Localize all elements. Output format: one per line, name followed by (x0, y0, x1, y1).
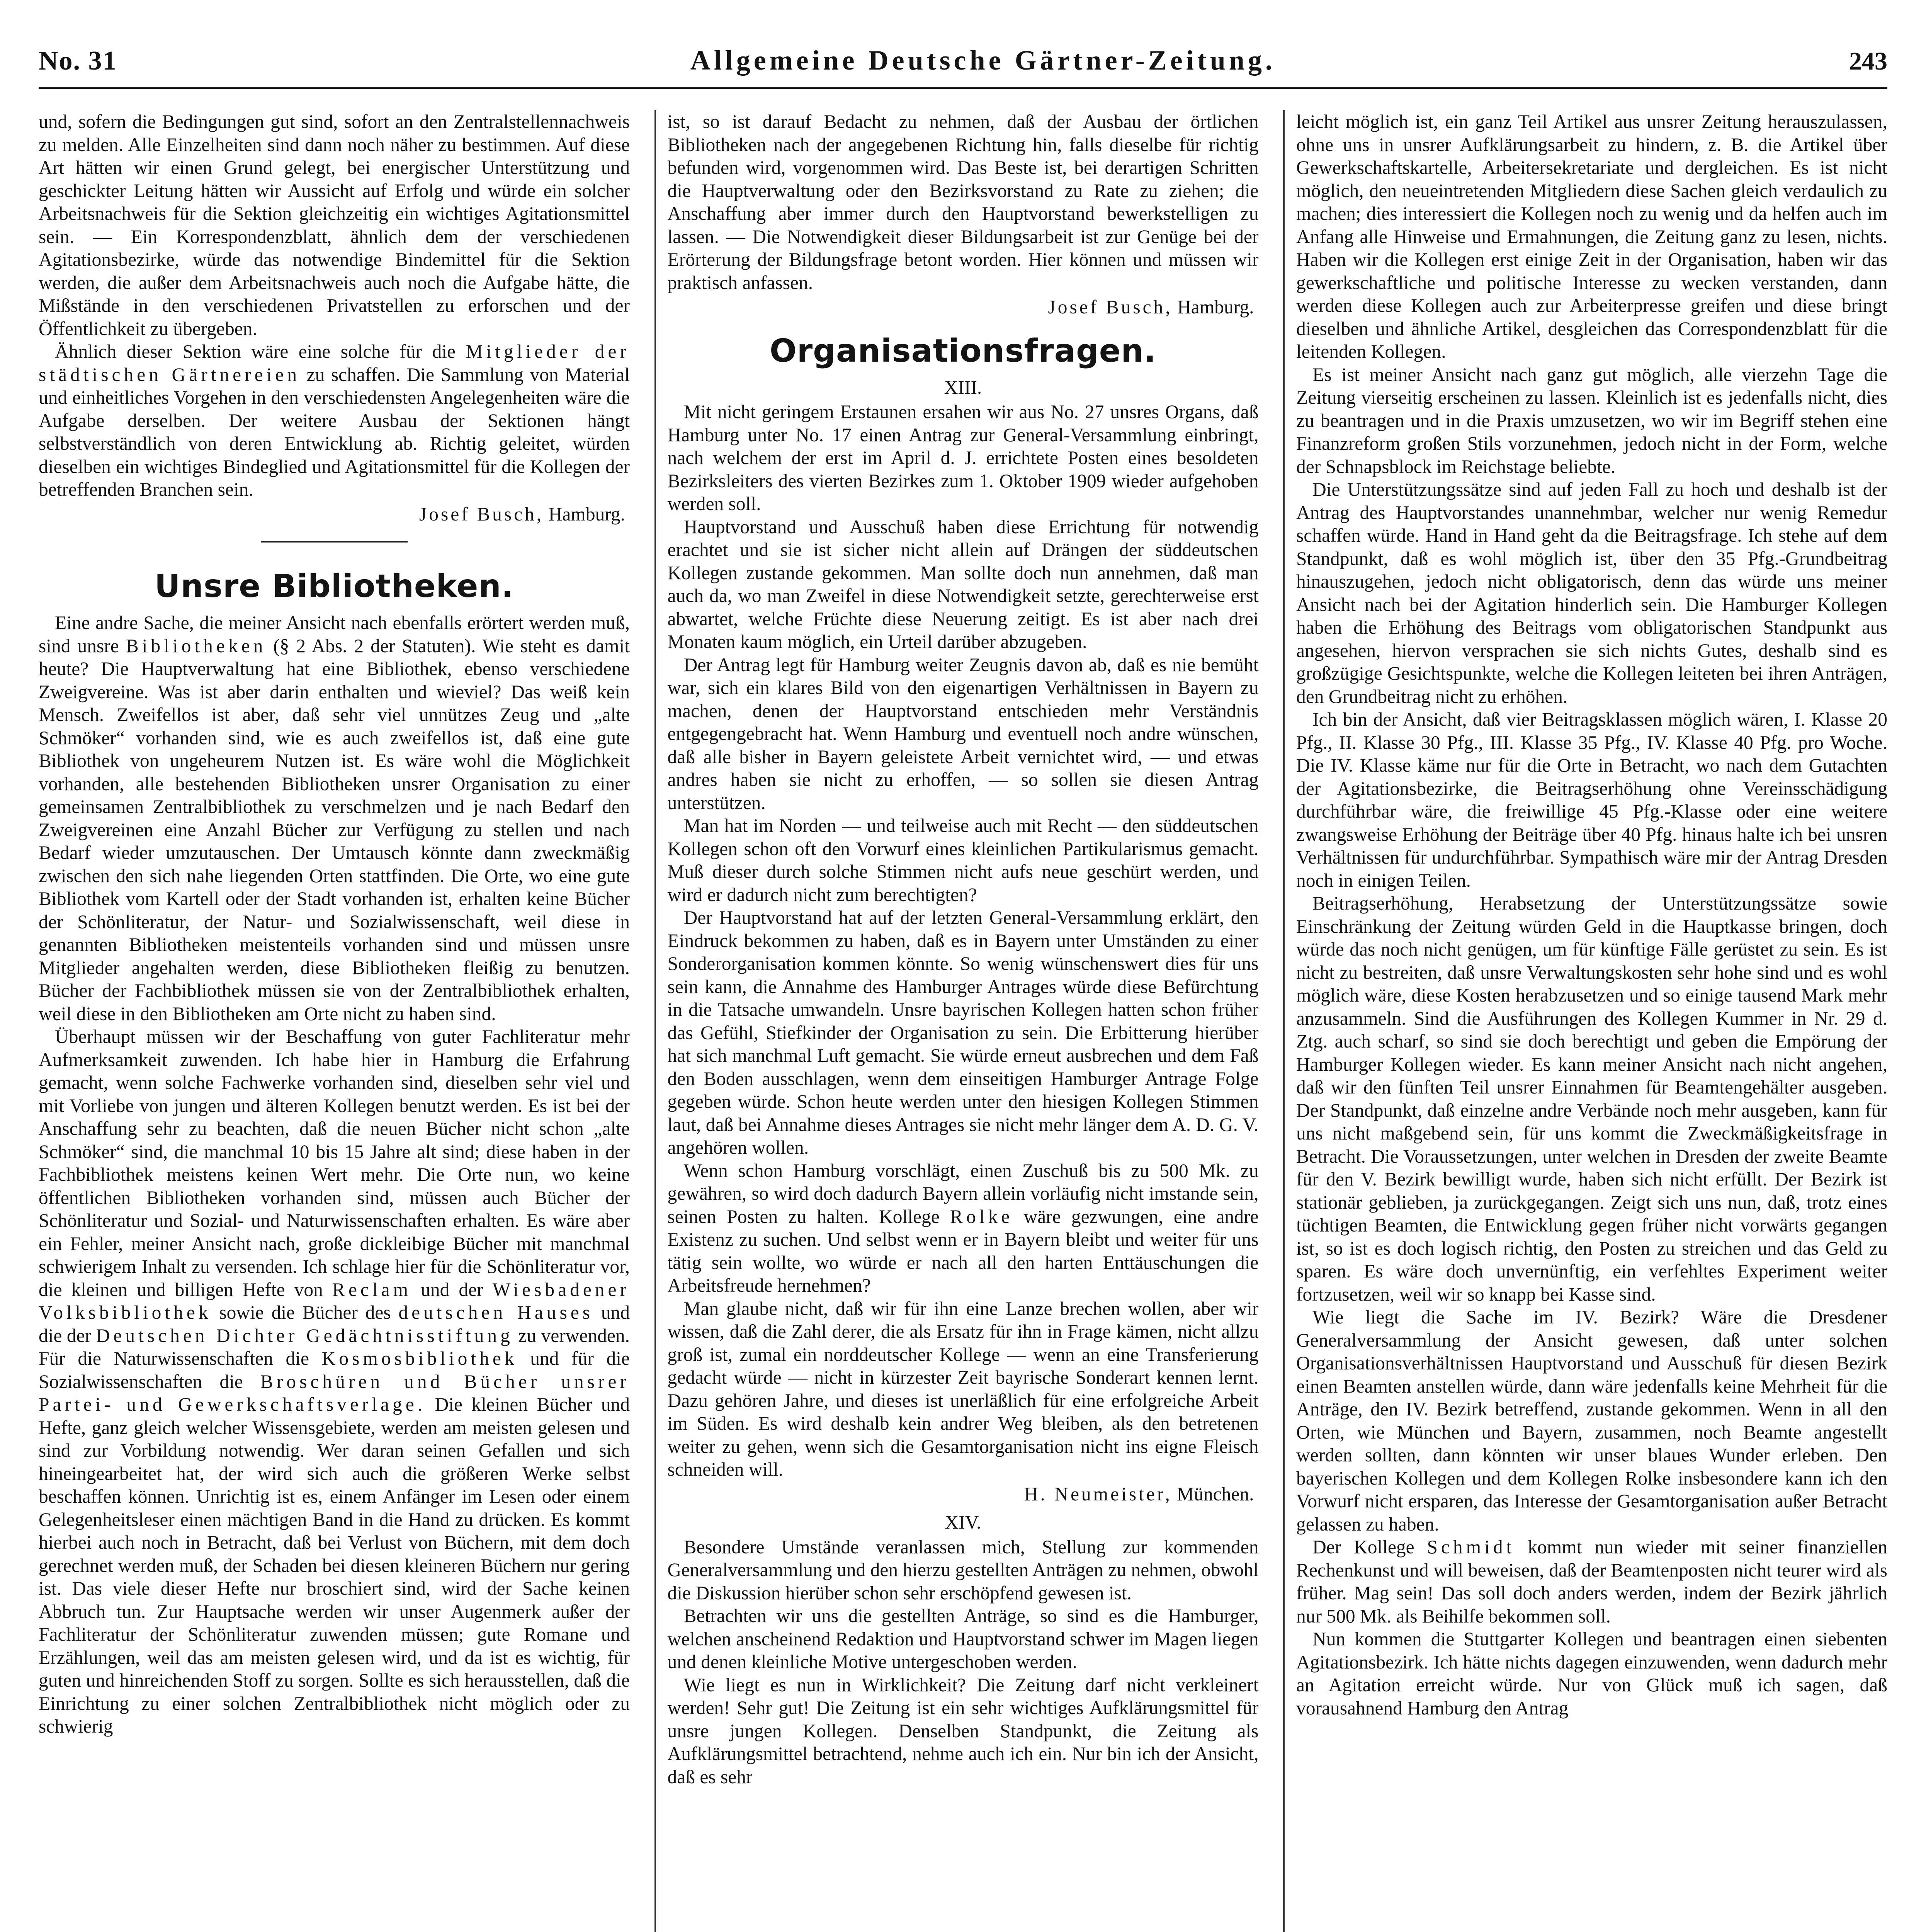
newspaper-title: Allgemeine Deutsche Gärtner-Zeitung. (690, 45, 1276, 76)
paragraph: Mit nicht geringem Erstaunen ersahen wir aus No. 27 unsres Organs, daß Hamburg unter No. 17 einen Antrag zur General-Versammlung einbringt, nach welchem der erst im April d. J. errichtete Posten eines besoldeten Bezirksleiters des vierten Bezirkes zum 1. Oktober 1909 wieder aufgehoben werden soll. (667, 401, 1259, 514)
spaced-emphasis: Bibliotheken (126, 635, 267, 656)
spaced-emphasis: Schmidt (1427, 1536, 1515, 1558)
paragraph: leicht möglich ist, ein ganz Teil Artikel aus unsrer Zeitung herauszulassen, ohne uns in unsrer Aufklärungsarbeit zu hindern, z. B. die Artikel über Gewerkschaftskartelle, Arbeitersekretariate und dergleichen. Es ist nicht möglich, den neueintretenden Mitgliedern diese Sachen gleich verdaulich zu machen; dies interessiert die Kollegen noch zu wenig und da helfen auch im Anfang alle Hinweise und Ermahnungen, die Zeitung ganz zu lesen, nichts. Haben wir die Kollegen erst einige Zeit in der Organisation, haben wir das gewerkschaftliche und politische Interesse zu wecken verstanden, dann werden diese Kollegen auch zur Arbeiterpresse greifen und diese bringt dieselben und ähnliche Artikel, desgleichen das Correspondenzblatt für die leitenden Kollegen. (1296, 111, 1887, 362)
text-columns (39, 110, 1887, 1932)
spaced-emphasis: Broschüren und Bücher unsrer Partei- und Gewerkschaftsverlage. (39, 1371, 630, 1415)
paragraph: Überhaupt müssen wir der Beschaffung von guter Fachliteratur mehr Aufmerksamkeit zuwenden. Ich habe hier in Hamburg die Erfahrung gemacht, wenn solche Fachwerke vorhanden sind, dieselben sehr viel und mit Vorliebe von jungen und älteren Kollegen benutzt werden. Es ist bei der Anschaffung sehr zu beachten, daß die neuen Bücher nicht schon „alte Schmöker“ sind, die manchmal 10 bis 15 Jahre alt sind; diese haben in der Fachbibliothek meistens keinen Wert mehr. Die Orte nun, wo keine öffentlichen Bibliotheken vorhanden sind, müssen auch Bücher der Schönliteratur und Sozial- und Naturwissenschaften erhalten. Es wäre aber ein Fehler, meiner Ansicht nach, große dickleibige Bücher mit manchmal schwierigem Inhalt zu versenden. Ich schlage hier für die Schönliteratur vor, die kleinen und billigen Hefte von Reclam und der Wiesbadener Volksbibliothek sowie die Bücher des deutschen Hauses und die der Deutschen Dichter Gedächtnisstiftung zu verwenden. Für die Naturwissenschaften die Kosmosbibliothek und für die Sozialwissenschaften die Broschüren und Bücher unsrer Partei- und Gewerkschaftsverlage. Die kleinen Bücher und Hefte, ganz gleich welcher Wissensgebiete, werden am meisten gelesen und sind zur Vorbildung notwendig. Wer daran seinen Gefallen und sich hineingearbeitet hat, der wird sich auch die größeren Werke selbst beschaffen können. Unrichtig ist es, einem Anfänger im Lesen oder einem Gelegenheitsleser einen mächtigen Band in die Hand zu drücken. Es kommt hierbei auch noch in Betracht, daß bei Verlust von Büchern, mit dem doch gerechnet werden muß, der Schaden bei diesen kleineren Büchern nur gering ist. Das viele dieser Hefte nur broschiert sind, wird der Sache keinen Abbruch tun. Zur Hauptsache werden wir unser Augenmerk außer der Fachliteratur der Schönliteratur zuwenden müssen; gute Romane und Erzählungen, weil das am meisten gelesen wird, und da ist es wichtig, für guten und hinreichenden Stoff zu sorgen. Sollte es sich herausstellen, daß die Einrichtung zu einer solchen Zentralbibliothek nicht möglich oder zu schwierig (39, 1026, 630, 1737)
issue-number: No. 31 (39, 46, 117, 76)
paragraph: Man hat im Norden — und teilweise auch mit Recht — den süddeutschen Kollegen schon oft den Vorwurf eines kleinlichen Partikularismus gemacht. Muß dieser durch solche Stimmen nicht aufs neue geschürt werden, und wird er dadurch nicht zum berechtigten? (667, 815, 1259, 905)
paragraph: Der Antrag legt für Hamburg weiter Zeugnis davon ab, daß es nie bemüht war, sich ein klares Bild von den eigenartigen Verhältnissen in Bayern zu machen, denen der Hauptvorstand entschieden mehr Verständnis entgegengebracht hat. Wenn Hamburg und eventuell noch andre wünschen, daß alle bisher in Bayern geleistete Arbeit vernichtet wird, — und etwas andres haben sie nicht zu erhoffen, — so sollen sie diesen Antrag unterstützen. (667, 654, 1259, 813)
column-1 (39, 110, 630, 1932)
paragraph: Betrachten wir uns die gestellten Anträge, so sind es die Hamburger, welchen anscheinend Redaktion und Hauptvorstand schwer im Magen liegen und denen kleinliche Motive untergeschoben werden. (667, 1605, 1259, 1672)
section-heading: Unsre Bibliotheken. (155, 568, 514, 605)
paragraph: Der Hauptvorstand hat auf der letzten General-Versammlung erklärt, den Eindruck bekommen zu haben, daß es in Bayern unter Umständen zu einer Sonderorganisation kommen könnte. So wenig wünschenswert dies für uns sein kann, die Annahme des Hamburger Antrages würde diese Befürchtung in die Tatsache umwandeln. Unsre bayrischen Kollegen hatten schon früher das Gefühl, Stiefkinder der Organisation zu sein. Die Erbitterung hierüber hat sich manchmal Luft gemacht. Sie würde erneut ausbrechen und dem Faß den Boden ausschlagen, wenn dem einseitigen Hamburger Antrage Folge gegeben würde. Schon heute werden unter den hiesigen Kollegen Stimmen laut, daß bei Annahme dieses Antrages sie nicht mehr länger dem A. D. G. V. angehören wollen. (667, 907, 1259, 1158)
signature: Josef Busch, Hamburg. (419, 503, 625, 525)
spaced-emphasis: Deutschen Dichter Gedächtnisstiftung (96, 1325, 513, 1346)
paragraph: Nun kommen die Stuttgarter Kollegen und beantragen einen siebenten Agitationsbezirk. Ich hätte nichts dagegen einzuwenden, wenn dadurch mehr an Agitation erreicht würde. Nur von Glück muß ich sagen, daß vorausahnend Hamburg den Antrag (1296, 1628, 1887, 1719)
paragraph: Wenn schon Hamburg vorschlägt, einen Zuschuß bis zu 500 Mk. zu gewähren, so wird doch dadurch Bayern allein vorläufig nicht imstande sein, seinen Posten zu halten. Kollege Rolke wäre gezwungen, eine andre Existenz zu suchen. Und selbst wenn er in Bayern bleibt und weiter für uns tätig sein wollte, wo würde er nach all den harten Enttäuschungen die Arbeitsfreude hernehmen? (667, 1160, 1259, 1296)
paragraph: Die Unterstützungssätze sind auf jeden Fall zu hoch und deshalb ist der Antrag des Hauptvorstandes unannehmbar, welcher nur wenig Remedur schaffen würde. Hand in Hand geht da die Beitragsfrage. Ich stehe auf dem Standpunkt, daß es wohl möglich ist, über den 35 Pfg.-Grundbeitrag hinauszugehen, jedoch nicht obligatorisch, denn das würde uns meiner Ansicht nach bei der Agitation hinderlich sein. Die Hamburger Kollegen haben die Erhöhung des Beitrags vom obligatorischen Standpunkt aus angesehen, hiervon versprachen sie sich nichts Gutes, deshalb sind es großzügige Gesichtspunkte, welche die Kollegen leiteten bei ihren Anträgen, den Grundbeitrag nicht zu erhöhen. (1296, 479, 1887, 707)
paragraph: Es ist meiner Ansicht nach ganz gut möglich, alle vierzehn Tage die Zeitung vierseitig erscheinen zu lassen. Kleinlich ist es jedenfalls nicht, dies zu beantragen und in die Praxis umzusetzen, wo wir im Begriff stehen eine Finanzreform großen Stils vorzunehmen, jedoch nicht in der Form, welche der Schnapsblock im Reichstage beliebte. (1296, 364, 1887, 477)
signature: Josef Busch, Hamburg. (1048, 296, 1254, 318)
signature: H. Neumeister, München. (1024, 1483, 1254, 1505)
paragraph: und, sofern die Bedingungen gut sind, sofort an den Zentralstellennachweis zu melden. Alle Einzelheiten sind dann noch näher zu bestimmen. Auf diese Art hätten wir einen Grund gelegt, bei energischer Unterstützung und geschickter Leitung hätten wir Aussicht auf Erfolg und würde ein solcher Arbeitsnachweis für die Sektion gleichzeitig ein wichtiges Agitationsmittel sein. — Ein Korrespondenzblatt, ähnlich dem der verschiedenen Agitationsbezirke, würde das notwendige Bindemittel für die Sektion werden, die außer dem Arbeitsnachweis auch noch die Aufgabe hätte, die Mißstände in den verschiedenen Privatstellen zu erforschen und der Öffentlichkeit zu übergeben. (39, 111, 630, 339)
column-3 (1283, 110, 1887, 1932)
paragraph: Man glaube nicht, daß wir für ihn eine Lanze brechen wollen, aber wir wissen, daß die Zahl derer, die als Ersatz für ihn in Frage kämen, nicht allzu groß ist, zumal ein norddeutscher Kollege — wenn an eine Transferierung gedacht würde — nicht in kürzester Zeit bayrische Sonderart kennen lernt. Dazu gehören Jahre, und dieses ist unerläßlich für eine erfolgreiche Arbeit im Süden. Es wird deshalb kein andrer Weg bleiben, als den betretenen weiter zu gehen, wenn sich die Gesamtorganisation nicht ins eigne Fleisch schneiden will. (667, 1298, 1259, 1480)
paragraph: Eine andre Sache, die meiner Ansicht nach ebenfalls erörtert werden muß, sind unsre Bibliotheken (§ 2 Abs. 2 der Statuten). Wie steht es damit heute? Die Hauptverwaltung hat eine Bibliothek, ebenso verschiedene Zweigvereine. Was ist aber darin enthalten und wieviel? Das weiß kein Mensch. Zweifellos ist aber, daß sehr viel unnützes Zeug und „alte Schmöker“ vorhanden sind, wie es auch zweifellos ist, daß eine gute Bibliothek von ungeheurem Nutzen ist. Es wäre wohl die Möglichkeit vorhanden, alle bestehenden Bibliotheken unsrer Organisation zu einer gemeinsamen Zentralbibliothek zu verschmelzen und je nach Bedarf den Zweigvereinen eine Anzahl Bücher zur Verfügung zu stellen und nach Bedarf wieder umzutauschen. Der Umtausch könnte dann zweckmäßig zwischen den sich nahe liegenden Orten stattfinden. Die Orte, wo eine gute Bibliothek vom Kartell oder der Stadt vorhanden ist, erhalten keine Bücher der Schönliteratur, der Natur- und Sozialwissenschaft, weil diese in genannten Bibliotheken meistenteils vorhanden sind und müssen unsre Mitglieder angehalten werden, diese Bibliotheken fleißig zu benutzen. Bücher der Fachbibliothek müssen sie von der Zentralbibliothek erhalten, weil diese in den Bibliotheken am Orte nicht zu haben sind. (39, 612, 630, 1024)
spaced-emphasis: deutschen Hauses (398, 1302, 593, 1323)
page-number: 243 (1849, 47, 1887, 75)
article-number: XIII. (944, 376, 982, 398)
paragraph: Ähnlich dieser Sektion wäre eine solche für die Mitglieder der städtischen Gärtnereien zu schaffen. Die Sammlung von Material und einheitliches Vorgehen in den verschiedensten Angelegenheiten wäre die Aufgabe derselben. Der weitere Ausbau der Sektionen hängt selbstverständlich von deren Entwicklung ab. Richtig geleitet, würden dieselben ein wichtiges Bindeglied und Agitationsmittel für die Kollegen der betreffenden Branchen sein. (39, 341, 630, 500)
article-number: XIV. (945, 1512, 981, 1533)
spaced-emphasis: Mitglieder der städtischen Gärtnereien (39, 341, 630, 385)
running-header (39, 44, 1887, 89)
section-heading: Organisationsfragen. (770, 332, 1156, 369)
paragraph: Ich bin der Ansicht, daß vier Beitragsklassen möglich wären, I. Klasse 20 Pfg., II. Klasse 30 Pfg., III. Klasse 35 Pfg., IV. Klasse 40 Pfg. pro Woche. Die IV. Klasse käme nur für die Orte in Betracht, wo nach dem Gutachten der Agitationsbezirke, die Beitragserhöhung ohne Vereinsschädigung durchführbar wäre, die freiwillige 45 Pfg.-Klasse oder eine weitere zwangsweise Erhöhung der Beiträge über 40 Pfg. hinaus halte ich bei unsren Verhältnissen für undurchführbar. Sympathisch wäre mir der Antrag Dresden noch in einigen Teilen. (1296, 709, 1887, 891)
section-divider (261, 541, 408, 543)
spaced-emphasis: Rolke (950, 1206, 1013, 1227)
paragraph: Hauptvorstand und Ausschuß haben diese Errichtung für notwendig erachtet und sie ist sicher nicht allein auf Drängen der süddeutschen Kollegen zustande gekommen. Man sollte doch nun annehmen, daß man auch da, wo man Zweifel in diese Notwendigkeit setzte, gerechterweise erst abwartet, welche Früchte diese Neuerung zeitigt. Es ist aber nach drei Monaten kaum möglich, ein Urteil darüber abzugeben. (667, 516, 1259, 652)
paragraph: ist, so ist darauf Bedacht zu nehmen, daß der Ausbau der örtlichen Bibliotheken nach der angegebenen Richtung hin, falls dieselbe für richtig befunden wird, vorgenommen wird. Das Beste ist, bei derartigen Schritten die Hauptverwaltung oder den Bezirksvorstand zu Rate zu ziehen; die Anschaffung aber immer durch den Hauptvorstand bewerkstelligen zu lassen. — Die Notwendigkeit dieser Bildungsarbeit ist zur Genüge bei der Erörterung der Bildungsfrage betont worden. Hier können und müssen wir praktisch anfassen. (667, 111, 1259, 293)
spaced-emphasis: Reclam (332, 1279, 412, 1300)
spaced-emphasis: Kosmosbibliothek (321, 1348, 518, 1369)
paragraph: Beitragserhöhung, Herabsetzung der Unterstützungssätze sowie Einschränkung der Zeitung würden Geld in die Hauptkasse bringen, doch würde das noch nicht genügen, um für künftige Fälle gerüstet zu sein. Es ist nicht zu bestreiten, daß unsre Verwaltungskosten sehr hohe sind und es wohl möglich wäre, diese Kosten herabzusetzen und so einige tausend Mark mehr anzusammeln. Sind die Ausführungen des Kollegen Kummer in Nr. 29 d. Ztg. auch scharf, so sind sie doch berechtigt und geben die Empörung der Hamburger Kollegen wieder. Es kann meiner Ansicht nach nicht angehen, daß wir den fünften Teil unsrer Einnahmen für Beamtengehälter ausgeben. Der Standpunkt, daß einzelne andre Verbände noch mehr ausgeben, kann für uns nicht maßgebend sein, für uns kommt die Zweckmäßigkeitsfrage in Betracht. Die Voraussetzungen, unter welchen in Dresden der zweite Beamte für den V. Bezirk bewilligt wurde, haben sich nicht erfüllt. Der Bezirk ist stationär geblieben, ja zurückgegangen. Zeigt sich uns nun, daß, trotz eines tüchtigen Beamten, die Entwicklung gegen früher nicht vorwärts gegangen ist, so ist es doch logisch richtig, den Posten zu streichen und das Geld zu sparen. Es wäre doch unvernünftig, ein verfehltes Experiment weiter fortzusetzen, weil wir so knapp bei Kasse sind. (1296, 893, 1887, 1305)
spaced-emphasis: Wiesbadener Volksbibliothek (39, 1279, 630, 1323)
column-2 (654, 110, 1259, 1932)
paragraph: Besondere Umstände veranlassen mich, Stellung zur kommenden Generalversammlung und den hierzu gestellten Anträgen zu nehmen, obwohl die Diskussion hierüber schon sehr erschöpfend gewesen ist. (667, 1536, 1259, 1604)
paragraph: Wie liegt es nun in Wirklichkeit? Die Zeitung darf nicht verkleinert werden! Sehr gut! Die Zeitung ist ein sehr wichtiges Aufklärungsmittel für unsre jungen Kollegen. Denselben Standpunkt, die Zeitung als Aufklärungsmittel betrachtend, nehme auch ich ein. Nur bin ich der Ansicht, daß es sehr (667, 1674, 1259, 1787)
paragraph: Der Kollege Schmidt kommt nun wieder mit seiner finanziellen Rechenkunst und will beweisen, daß der Beamtenposten nicht teurer wird als früher. Mag sein! Das soll doch anders werden, indem der Bezirk jährlich nur 500 Mk. als Beihilfe bekommen soll. (1296, 1536, 1887, 1627)
paragraph: Wie liegt die Sache im IV. Bezirk? Wäre die Dresdener Generalversammlung der Ansicht gewesen, daß unter solchen Organisationsverhältnissen Hauptvorstand und Ausschuß für diesen Bezirk einen Beamten anstellen würde, dann wäre jedenfalls keine Mehrheit für die Anträge, den IV. Bezirk betreffend, zustande gekommen. Wenn in all den Orten, wie München und Bayern, zusammen, noch Beamte angestellt werden sollten, dann könnten wir unser blaues Wunder erleben. Den bayerischen Kollegen und dem Kollegen Rolke insbesondere kann ich den Vorwurf nicht ersparen, das Interesse der Gesamtorganisation außer Betracht gelassen zu haben. (1296, 1306, 1887, 1535)
